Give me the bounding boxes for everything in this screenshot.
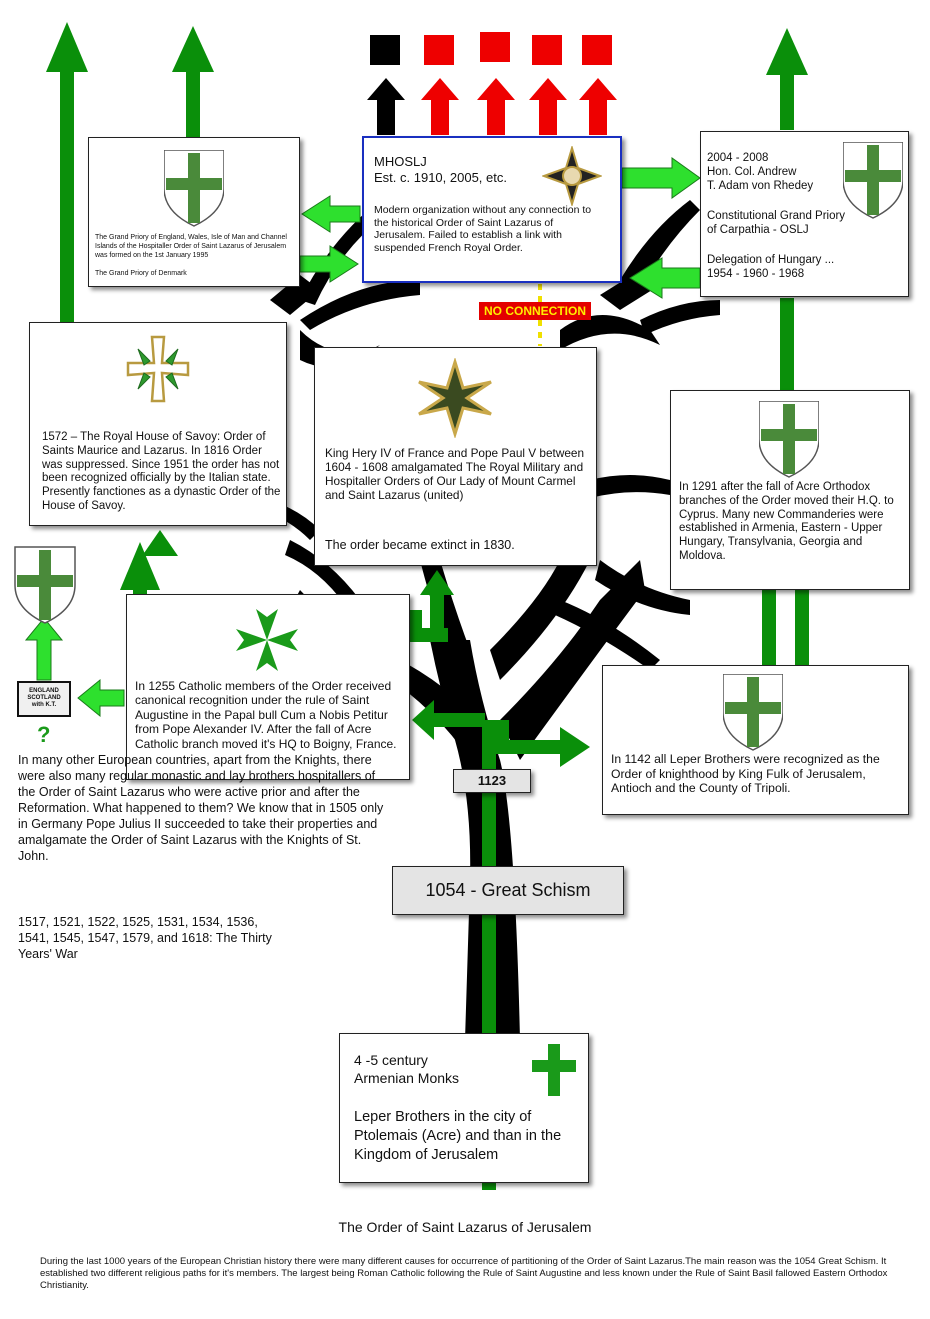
savoy-box — [29, 322, 287, 526]
root-line1: 4 -5 century — [354, 1052, 428, 1068]
root-box — [339, 1033, 589, 1183]
great-schism-label: 1054 - Great Schism — [392, 866, 624, 915]
hungary-line5: of Carpathia - OSLJ — [707, 224, 809, 236]
france-extinct: The order became extinct in 1830. — [325, 538, 515, 552]
question-mark: ? — [37, 722, 51, 747]
year-1123-label: 1123 — [453, 769, 531, 793]
mhoslj-description: Modern organization without any connection to the historical Order of Saint Lazarus of Jerusalem. Failed to establish a link with suspended French Royal Order. — [374, 204, 592, 254]
hungary-line7: 1954 - 1960 - 1968 — [707, 268, 805, 280]
england-priory-box — [88, 137, 300, 287]
england-priory-text: The Grand Priory of England, Wales, Isle of Man and Channel Islands of the Hospitaller Order of Saint Lazarus of Jerusalem was formed on the 1st January 1995 — [95, 234, 287, 259]
shield-icon — [723, 674, 783, 752]
years-paragraph: 1517, 1521, 1522, 1525, 1531, 1534, 1536, 1541, 1545, 1547, 1579, and 1618: The Thirty Years' War — [18, 915, 272, 961]
shield-icon — [759, 401, 819, 479]
tag-line2: SCOTLAND — [27, 695, 61, 702]
france-text: King Hery IV of France and Pope Paul V between 1604 - 1608 amalgamated The Royal Military and Hospitaller Orders of Our Lady of Mount Carmel and Saint Lazarus (united) — [325, 446, 585, 503]
hungary-line4: Constitutional Grand Priory — [707, 210, 846, 222]
catholic-text: In 1255 Catholic members of the Order received canonical recognition under the rule of Saint Augustine in the Papal bull Cum a Nobis Petitur from Pope Alexander IV. After the fall of Acre Catholic branch moved it's HQ to Boigny, France. — [135, 679, 397, 751]
england-scotland-tag — [17, 681, 71, 717]
mhoslj-established: Est. c. 1910, 2005, etc. — [374, 170, 507, 185]
maurice-cross-icon — [122, 333, 194, 405]
green-cross-icon — [532, 1044, 576, 1096]
no-connection-label: NO CONNECTION — [479, 302, 591, 320]
top-arrows — [367, 32, 617, 135]
knighthood-box — [602, 665, 909, 815]
root-line2: Armenian Monks — [354, 1070, 460, 1086]
hungary-line1: 2004 - 2008 — [707, 152, 769, 164]
hungary-line3: T. Adam von Rhedey — [707, 180, 814, 192]
tag-line1: ENGLAND — [29, 688, 59, 694]
orthodox-text: In 1291 after the fall of Acre Orthodox branches of the Order moved their H.Q. to Cyprus. Many new Commanderies were established in Armenia, Eastern - Upper Hungary, Transylvania, Georgia and Moldova. — [679, 481, 894, 562]
tag-line3: with K.T. — [31, 702, 57, 709]
orthodox-box — [670, 390, 910, 590]
mhoslj-name: MHOSLJ — [374, 154, 427, 169]
maltese-cross-icon — [234, 607, 300, 673]
left-shield-icon — [15, 547, 75, 623]
savoy-text: 1572 – The Royal House of Savoy: Order of Saints Maurice and Lazarus. In 1816 Order was suppressed. Since 1951 the order has not been recognized officially by the Italian state. Presently fanctiones as a dynastic Order of the House of Savoy. — [42, 431, 281, 512]
shield-icon — [843, 142, 903, 220]
carmel-cross-icon — [415, 358, 495, 438]
hungary-box — [700, 131, 909, 297]
hungary-line6: Delegation of Hungary ... — [707, 254, 835, 266]
denmark-priory-text: The Grand Priory of Denmark — [95, 270, 187, 277]
footer-title: The Order of Saint Lazarus of Jerusalem — [338, 1219, 592, 1235]
hungary-line2: Hon. Col. Andrew — [707, 166, 797, 178]
star-cross-icon — [542, 146, 602, 206]
other-europe-paragraph: In many other European countries, apart from the Knights, there were also many regular monastic and lay brothers hospitallers of the Order of Saint Lazarus who were active prior and after the Reformation. What happened to them? We know that in 1505 only in Germany Pope Julius II succeeded to take their properties and amalgamate the Order of Saint Lazarus with the Knights of St. John. — [18, 753, 384, 863]
mhoslj-box — [362, 136, 622, 283]
shield-icon — [164, 150, 224, 228]
knighthood-text: In 1142 all Leper Brothers were recognized as the Order of knighthood by King Fulk of Jerusalem, Antioch and the County of Tripoli. — [611, 752, 880, 796]
france-box — [314, 347, 597, 566]
root-text: Leper Brothers in the city of Ptolemais (Acre) and than in the Kingdom of Jerusalem — [354, 1109, 562, 1163]
footer-text: During the last 1000 years of the European Christian history there were many different causes for occurrence of partitioning of the Order of Saint Lazarus.The main reason was the 1054 Great Schism. It established two different religious paths for it's members. The largest being Roman Catholic following the Rule of Saint Augustine and less known under the Rule of Saint Basil fallowed Eastern Orthodox Christianity. — [40, 1256, 888, 1291]
